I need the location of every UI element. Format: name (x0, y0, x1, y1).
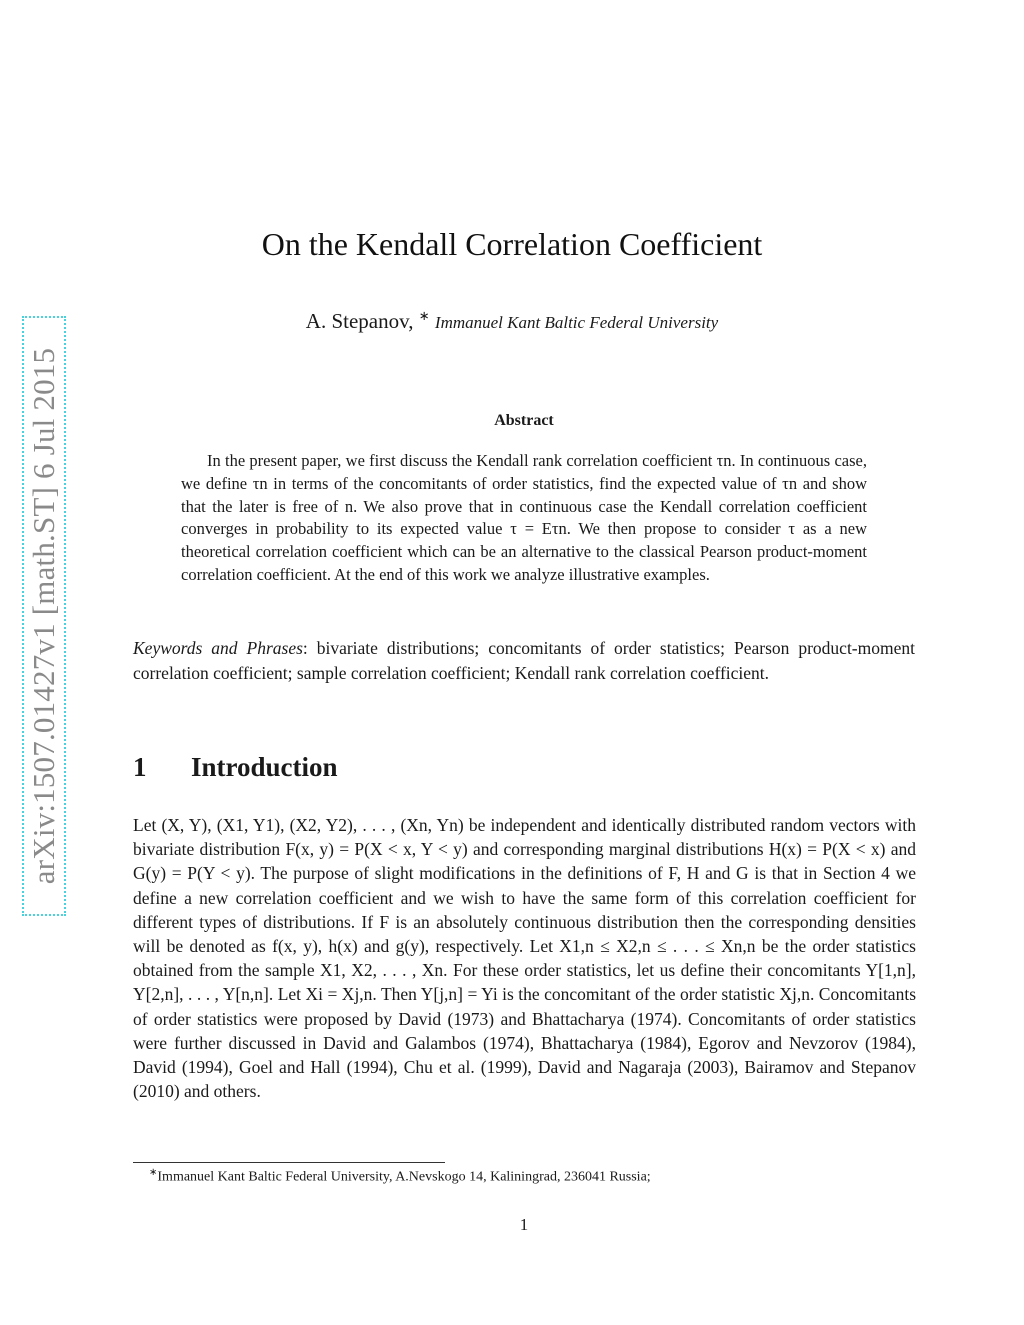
author-affiliation: Immanuel Kant Baltic Federal University (434, 313, 719, 332)
footnote-marker[interactable]: ∗ (418, 308, 430, 323)
abstract-text: In the present paper, we first discuss the Kendall rank correlation coefficient τn. In continuous case, we define τn in terms of the concomitants of order statistics, find the expected value of τn and show that the later is free of n. We also prove that in continuous case the Kendall correlation coefficient converges in probability to its expected value τ = Eτn. We then propose to consider τ as a new theoretical correlation coefficient which can be an alternative to the classical Pearson product-moment correlation coefficient. At the end of this work we analyze illustrative examples. (181, 451, 867, 584)
abstract-heading: Abstract (494, 412, 554, 429)
arxiv-identifier-stamp[interactable]: arXiv:1507.01427v1 [math.ST] 6 Jul 2015 (22, 316, 66, 916)
keywords-label: Keywords and Phrases (133, 638, 303, 658)
section-heading (133, 752, 338, 783)
paper-title: On the Kendall Correlation Coefficient (261, 226, 763, 262)
section-title: Introduction (191, 752, 338, 782)
keywords-text: : bivariate distributions; concomitants of order statistics; Pearson product-moment correlation coefficient; sample correlation coefficient; Kendall rank correlation coefficient. (133, 638, 915, 683)
footnote-text: Immanuel Kant Baltic Federal University, A.Nevskogo 14, Kaliningrad, 236041 Russia; (157, 1169, 651, 1185)
section-number: 1 (133, 752, 147, 782)
keywords-paragraph (133, 636, 915, 685)
footnote-rule (133, 1162, 445, 1163)
footnote-marker-bottom: ∗ (149, 1167, 158, 1178)
author-line (0, 308, 1024, 334)
page-number: 1 (519, 1215, 529, 1234)
footnote (149, 1167, 651, 1186)
introduction-paragraph: Let (X, Y), (X1, Y1), (X2, Y2), . . . , (Xn, Yn) be independent and identically distributed random vectors with bivariate distribution F(x, y) = P(X < x, Y < y) and corresponding marginal distributions H(x) = P(X < x) and G(y) = P(Y < y). The purpose of slight modifications in the definitions of F, H and G is that in Section 4 we define a new correlation coefficient and we wish to have the same form of this correlation coefficient for different types of distributions. If F is an absolutely continuous distribution then the corresponding densities will be denoted as f(x, y), h(x) and g(y), respectively. Let X1,n ≤ X2,n ≤ . . . ≤ Xn,n be the order statistics obtained from the sample X1, X2, . . . , Xn. For these order statistics, let us define their concomitants Y[1,n], Y[2,n], . . . , Y[n,n]. Let Xi = Xj,n. Then Y[j,n] = Yi is the concomitant of the order statistic Xj,n. Concomitants of order statistics were proposed by David (1973) and Bhattacharya (1974). Concomitants of order statistics were further discussed in David and Galambos (1974), Bhattacharya (1984), Egorov and Nevzorov (1984), David (1994), Goel and Hall (1994), Chu et al. (1999), David and Nagaraja (2003), Bairamov and Stepanov (2010) and others. (133, 815, 916, 1102)
author-name: A. Stepanov, (305, 309, 414, 333)
